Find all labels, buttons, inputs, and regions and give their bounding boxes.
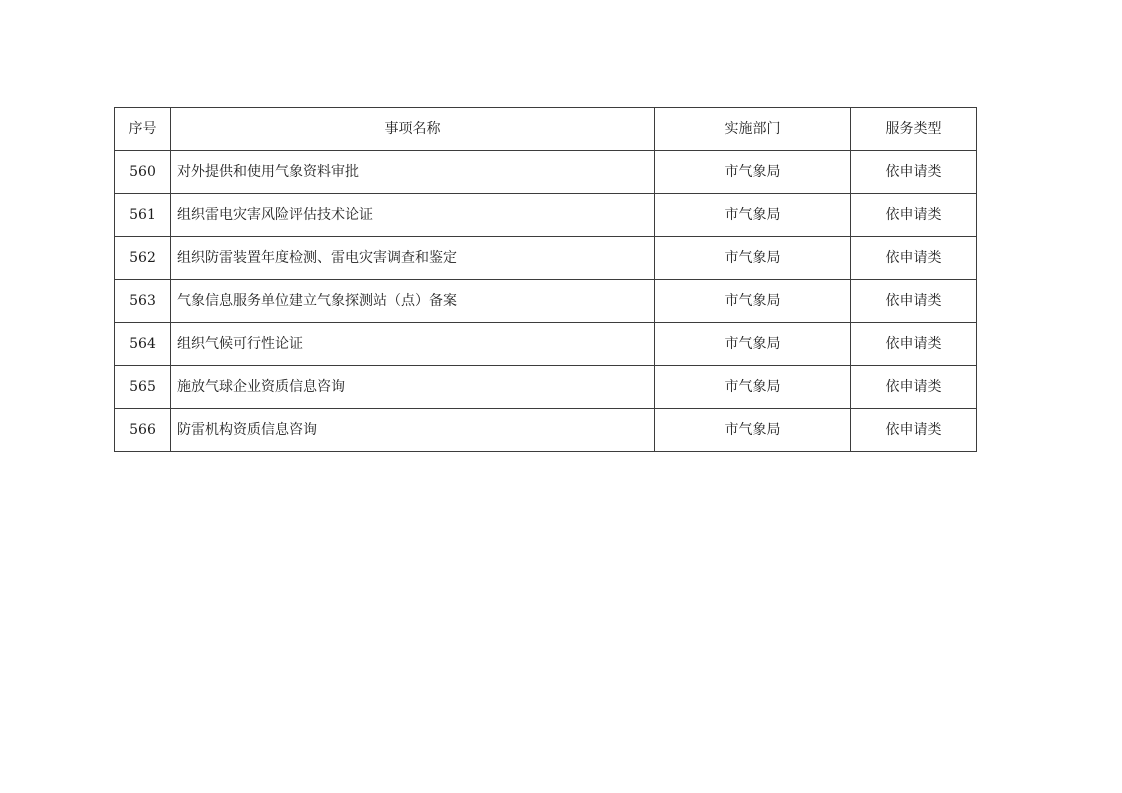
cell-department: 市气象局 [655,237,851,280]
cell-service-type: 依申请类 [851,409,977,452]
cell-service-type: 依申请类 [851,237,977,280]
table-row [115,194,977,237]
table-body [115,151,977,452]
table-header-row [115,108,977,151]
table-row [115,366,977,409]
cell-index: 561 [115,194,171,237]
cell-service-type: 依申请类 [851,151,977,194]
table-row [115,280,977,323]
service-items-table [114,107,977,452]
column-header-service-type: 服务类型 [851,108,977,151]
cell-department: 市气象局 [655,194,851,237]
cell-index: 566 [115,409,171,452]
cell-name: 气象信息服务单位建立气象探测站（点）备案 [171,280,655,323]
cell-service-type: 依申请类 [851,194,977,237]
cell-department: 市气象局 [655,366,851,409]
table-row [115,151,977,194]
table-row [115,409,977,452]
cell-index: 565 [115,366,171,409]
cell-department: 市气象局 [655,151,851,194]
cell-service-type: 依申请类 [851,366,977,409]
cell-index: 564 [115,323,171,366]
cell-service-type: 依申请类 [851,323,977,366]
column-header-department: 实施部门 [655,108,851,151]
cell-name: 组织防雷装置年度检测、雷电灾害调查和鉴定 [171,237,655,280]
cell-service-type: 依申请类 [851,280,977,323]
cell-name: 施放气球企业资质信息咨询 [171,366,655,409]
table-row [115,237,977,280]
service-items-table-container [114,107,977,452]
cell-department: 市气象局 [655,280,851,323]
table-row [115,323,977,366]
column-header-name: 事项名称 [171,108,655,151]
cell-name: 组织气候可行性论证 [171,323,655,366]
cell-name: 组织雷电灾害风险评估技术论证 [171,194,655,237]
cell-name: 防雷机构资质信息咨询 [171,409,655,452]
column-header-index: 序号 [115,108,171,151]
cell-index: 560 [115,151,171,194]
cell-name: 对外提供和使用气象资料审批 [171,151,655,194]
cell-department: 市气象局 [655,409,851,452]
cell-index: 562 [115,237,171,280]
cell-department: 市气象局 [655,323,851,366]
cell-index: 563 [115,280,171,323]
